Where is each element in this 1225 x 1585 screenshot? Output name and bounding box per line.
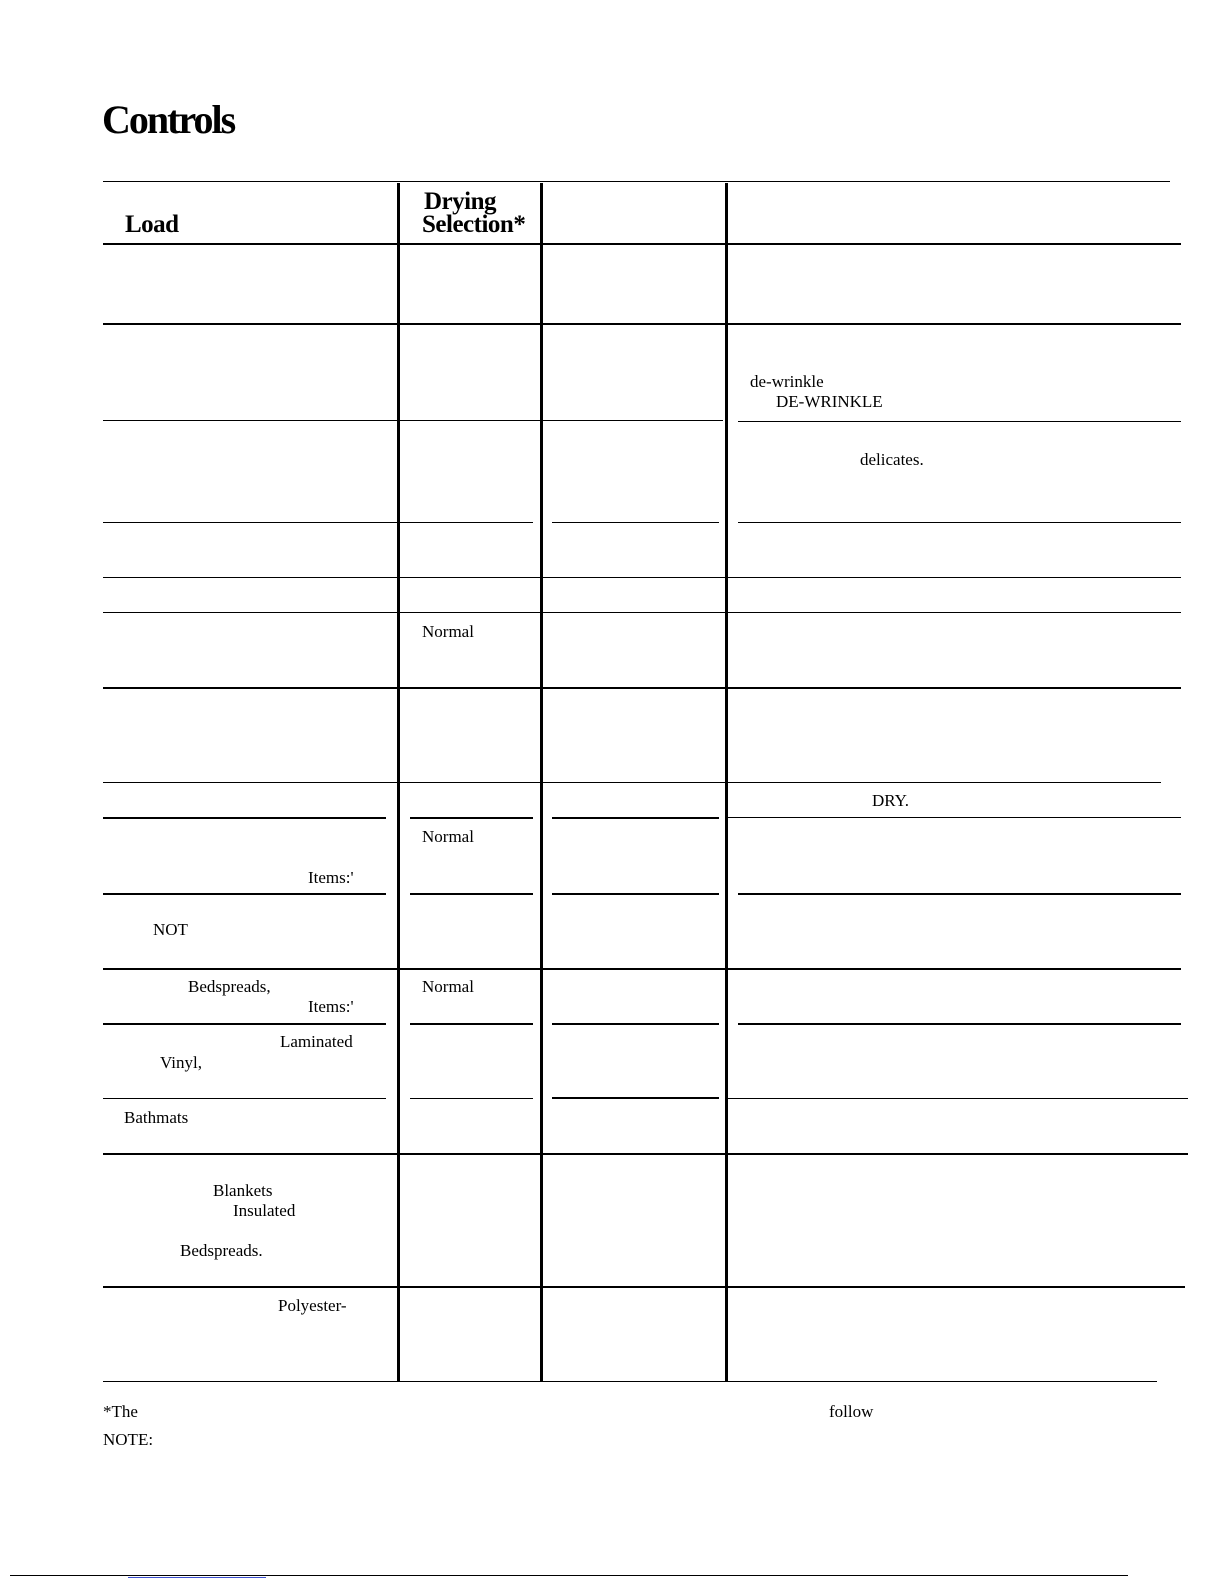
row-rule bbox=[738, 421, 1181, 422]
cell-text-dewrinkle-setting: DE-WRINKLE bbox=[776, 392, 883, 411]
link-underline[interactable] bbox=[128, 1577, 266, 1578]
cell-text-dry: DRY. bbox=[872, 791, 910, 810]
footnote-asterisk: *The bbox=[103, 1402, 138, 1421]
cell-text-bedspreads: Bedspreads, bbox=[188, 977, 271, 996]
row-rule bbox=[552, 1097, 719, 1099]
row-rule bbox=[103, 817, 386, 819]
row-rule bbox=[103, 612, 1181, 613]
row-rule bbox=[410, 1023, 533, 1025]
cell-text-normal: Normal bbox=[422, 622, 474, 641]
row-rule bbox=[728, 817, 1181, 818]
footnote-follow: follow bbox=[829, 1402, 874, 1421]
row-rule bbox=[103, 323, 1181, 325]
row-rule bbox=[552, 893, 719, 895]
row-rule bbox=[103, 1098, 386, 1099]
row-rule bbox=[103, 577, 1181, 578]
header-selection: Selection* bbox=[422, 211, 526, 238]
row-rule bbox=[103, 522, 533, 523]
row-rule bbox=[103, 893, 386, 895]
row-rule bbox=[552, 817, 719, 819]
row-rule bbox=[410, 893, 533, 895]
cell-text-bathmats: Bathmats bbox=[124, 1108, 189, 1127]
row-rule bbox=[103, 1023, 386, 1025]
cell-text-dewrinkle: de-wrinkle bbox=[750, 372, 824, 391]
cell-text-insulated: Insulated bbox=[233, 1201, 296, 1220]
cell-text-items: Items:' bbox=[308, 997, 354, 1016]
row-rule bbox=[103, 1153, 1188, 1155]
cell-text-normal: Normal bbox=[422, 827, 474, 846]
row-rule bbox=[103, 687, 1181, 689]
row-rule bbox=[103, 420, 723, 421]
cell-text-bedspreads: Bedspreads. bbox=[180, 1241, 263, 1260]
row-rule bbox=[103, 782, 1161, 783]
row-rule bbox=[103, 968, 1181, 970]
cell-text-laminated: Laminated bbox=[280, 1032, 353, 1051]
page-title: Controls bbox=[102, 97, 235, 142]
cell-text-vinyl: Vinyl, bbox=[160, 1053, 202, 1072]
header-bottom-rule bbox=[103, 243, 1181, 245]
row-rule bbox=[728, 1098, 1188, 1099]
header-drying: Drying bbox=[424, 188, 496, 215]
cell-text-delicates: delicates. bbox=[860, 450, 924, 469]
row-rule bbox=[103, 1286, 1185, 1288]
cell-text-not: NOT bbox=[153, 920, 188, 939]
table-top-rule bbox=[103, 181, 1170, 182]
row-rule bbox=[738, 522, 1181, 523]
cell-text-items: Items:' bbox=[308, 868, 354, 887]
row-rule bbox=[738, 1023, 1181, 1025]
cell-text-blankets: Blankets bbox=[213, 1181, 273, 1200]
header-load: Load bbox=[125, 211, 179, 238]
row-rule bbox=[410, 817, 533, 819]
table-bottom-rule bbox=[103, 1381, 1157, 1382]
row-rule bbox=[552, 522, 719, 523]
footnote-note: NOTE: bbox=[103, 1430, 154, 1449]
row-rule bbox=[410, 1098, 533, 1099]
cell-text-polyester: Polyester- bbox=[278, 1296, 347, 1315]
cell-text-normal: Normal bbox=[422, 977, 474, 996]
row-rule bbox=[552, 1023, 719, 1025]
page-bottom-rule bbox=[10, 1575, 1128, 1576]
row-rule bbox=[738, 893, 1181, 895]
